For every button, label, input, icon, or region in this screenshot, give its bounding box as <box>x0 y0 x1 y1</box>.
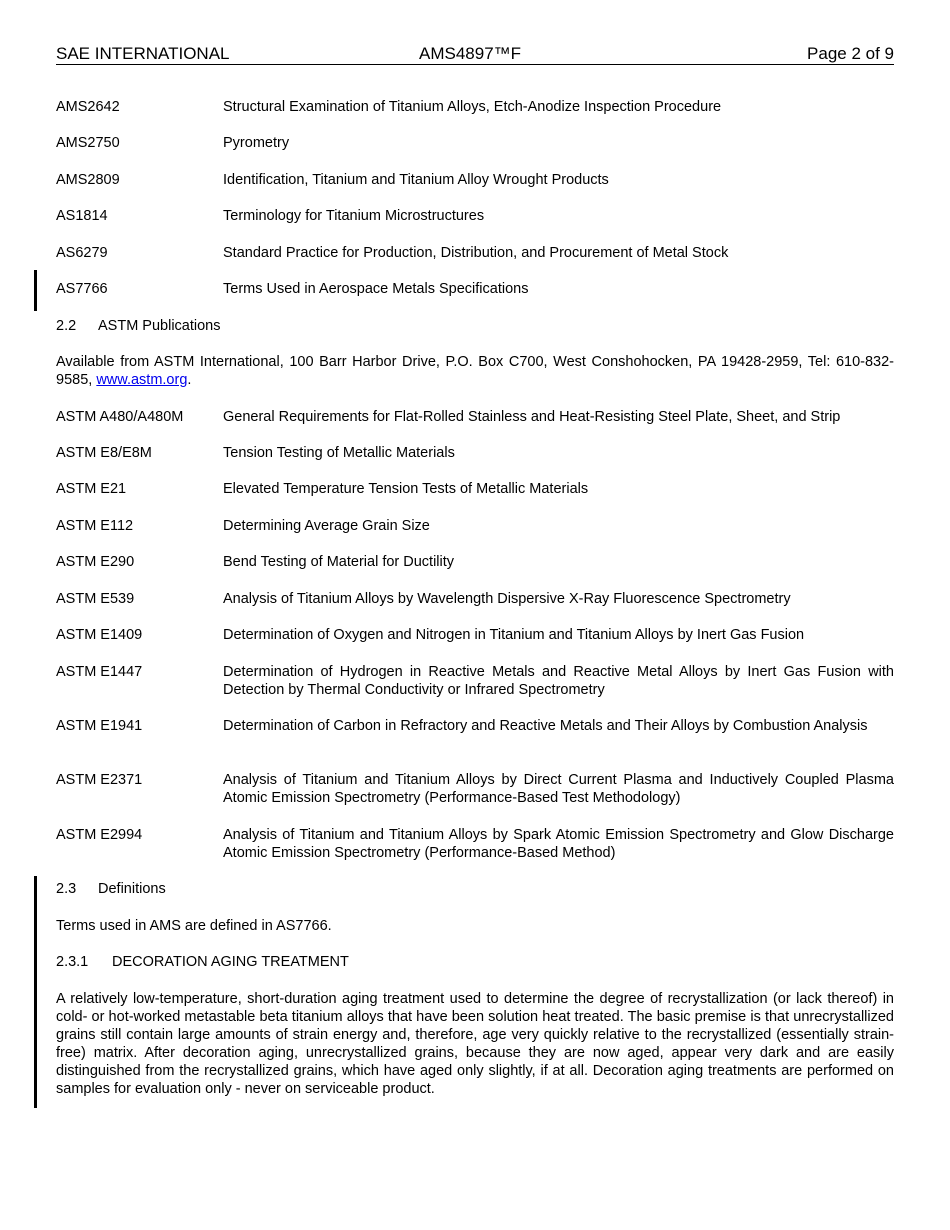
reference-code: AMS2809 <box>56 172 120 188</box>
revision-change-bar <box>34 876 37 1108</box>
reference-title: Analysis of Titanium and Titanium Alloys by Spark Atomic Emission Spectrometry and Glow Discharge Atomic Emission Spectrometry (Performance-Based Method) <box>223 827 894 861</box>
availability-trailing: . <box>187 372 192 388</box>
section-heading <box>56 880 166 898</box>
section-number: 2.3 <box>56 881 77 897</box>
header-page-number: Page 2 of 9 <box>807 44 894 63</box>
reference-code: AMS2642 <box>56 99 120 115</box>
reference-code: ASTM E8/E8M <box>56 445 152 461</box>
reference-code: AS7766 <box>56 281 108 297</box>
reference-code: ASTM E1447 <box>56 664 143 680</box>
reference-code: ASTM E539 <box>56 591 135 607</box>
reference-title: Elevated Temperature Tension Tests of Metallic Materials <box>223 481 589 497</box>
reference-title: Standard Practice for Production, Distribution, and Procurement of Metal Stock <box>223 245 729 261</box>
availability-text: Available from ASTM International, 100 Barr Harbor Drive, P.O. Box C700, West Conshohocken, PA 19428-2959, Tel: 610-832-9585, <box>56 354 894 388</box>
reference-code: ASTM E21 <box>56 481 127 497</box>
reference-title: General Requirements for Flat-Rolled Stainless and Heat-Resisting Steel Plate, Sheet, and Strip <box>223 409 841 425</box>
reference-code: ASTM E1409 <box>56 627 143 643</box>
reference-title: Analysis of Titanium Alloys by Wavelength Dispersive X-Ray Fluorescence Spectrometry <box>223 591 791 607</box>
reference-code: ASTM E112 <box>56 518 134 534</box>
reference-title: Determining Average Grain Size <box>223 518 430 534</box>
reference-title: Determination of Carbon in Refractory and Reactive Metals and Their Alloys by Combustion Analysis <box>223 718 868 734</box>
page-header <box>56 44 894 65</box>
reference-title: Structural Examination of Titanium Alloys, Etch-Anodize Inspection Procedure <box>223 99 722 115</box>
reference-title: Terms Used in Aerospace Metals Specifications <box>223 281 529 297</box>
reference-code: ASTM A480/A480M <box>56 409 184 425</box>
reference-title: Terminology for Titanium Microstructures <box>223 208 485 224</box>
section-title: ASTM Publications <box>98 318 221 334</box>
reference-title: Analysis of Titanium and Titanium Alloys by Direct Current Plasma and Inductively Coupled Plasma Atomic Emission Spectrometry (Performance-Based Test Methodology) <box>223 772 894 806</box>
reference-title: Identification, Titanium and Titanium Alloy Wrought Products <box>223 172 609 188</box>
definitions-paragraph: Terms used in AMS are defined in AS7766. <box>56 918 332 934</box>
subsection-heading <box>56 953 349 971</box>
section-title: Definitions <box>98 881 166 897</box>
header-document-number: AMS4897™F <box>419 44 522 63</box>
reference-code: ASTM E2994 <box>56 827 143 843</box>
reference-title: Bend Testing of Material for Ductility <box>223 554 455 570</box>
subsection-number: 2.3.1 <box>56 954 89 970</box>
section-number: 2.2 <box>56 318 77 334</box>
reference-title: Pyrometry <box>223 135 290 151</box>
section-heading <box>56 317 221 335</box>
reference-code: AS6279 <box>56 245 108 261</box>
reference-code: ASTM E290 <box>56 554 135 570</box>
reference-code: ASTM E2371 <box>56 772 143 788</box>
reference-code: ASTM E1941 <box>56 718 143 734</box>
subsection-title: DECORATION AGING TREATMENT <box>112 954 349 970</box>
reference-title: Tension Testing of Metallic Materials <box>223 445 455 461</box>
availability-paragraph <box>56 353 894 389</box>
revision-change-bar <box>34 270 37 311</box>
reference-title: Determination of Oxygen and Nitrogen in Titanium and Titanium Alloys by Inert Gas Fusion <box>223 627 805 643</box>
reference-title: Determination of Hydrogen in Reactive Metals and Reactive Metal Alloys by Inert Gas Fusion with Detection by Thermal Conductivity or Infrared Spectrometry <box>223 664 894 698</box>
astm-website-link[interactable]: www.astm.org <box>96 372 188 388</box>
reference-code: AS1814 <box>56 208 108 224</box>
header-organization: SAE INTERNATIONAL <box>56 44 230 63</box>
reference-code: AMS2750 <box>56 135 120 151</box>
decoration-aging-paragraph: A relatively low-temperature, short-duration aging treatment used to determine the degree of recrystallization (or lack thereof) in cold- or hot-worked metastable beta titanium alloys that have been solution heat treated. The basic premise is that unrecrystallized grains still contain large amounts of strain energy and, therefore, age very quickly relative to the recrystallized (essentially strain-free) matrix. After decoration aging, unrecrystallized grains, because they are now aged, appear very dark and are easily distinguished from the recrystallized grains, which have aged only slightly, if at all. Decoration aging treatments are performed on samples for evaluation only - never on serviceable product. <box>56 991 894 1097</box>
